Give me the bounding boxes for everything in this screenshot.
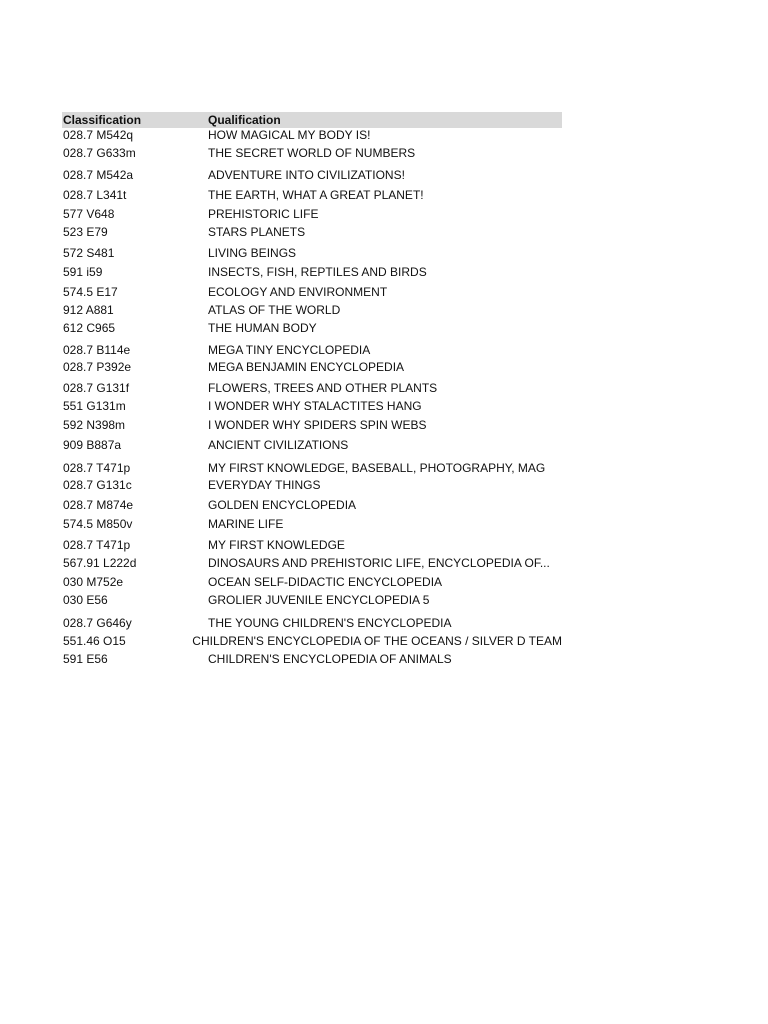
cell-qualification: EVERYDAY THINGS	[208, 478, 321, 492]
cell-qualification: DINOSAURS AND PREHISTORIC LIFE, ENCYCLOPEDIA OF...	[208, 556, 550, 570]
cell-classification: 030 M752e	[63, 575, 124, 589]
cell-classification: 028.7 G131f	[63, 381, 130, 395]
cell-classification: 591 E56	[63, 652, 108, 666]
cell-qualification: OCEAN SELF-DIDACTIC ENCYCLOPEDIA	[208, 575, 443, 589]
cell-classification: 523 E79	[63, 225, 108, 239]
cell-qualification: CHILDREN'S ENCYCLOPEDIA OF THE OCEANS / SILVER D TEAM	[192, 634, 562, 648]
cell-classification: 612 C965	[63, 321, 116, 335]
header-qualification: Qualification	[208, 113, 281, 127]
cell-qualification: MARINE LIFE	[208, 517, 284, 531]
table-row	[62, 360, 562, 374]
cell-qualification: ATLAS OF THE WORLD	[208, 303, 341, 317]
cell-classification: 030 E56	[63, 593, 108, 607]
table-row	[62, 168, 562, 182]
table-row	[62, 498, 562, 512]
cell-classification: 028.7 M542a	[63, 168, 134, 182]
cell-classification: 572 S481	[63, 246, 115, 260]
cell-classification: 567.91 L222d	[63, 556, 137, 570]
cell-qualification: MY FIRST KNOWLEDGE, BASEBALL, PHOTOGRAPHY, MAG	[208, 461, 546, 475]
cell-qualification: THE YOUNG CHILDREN'S ENCYCLOPEDIA	[208, 616, 452, 630]
table-row	[62, 225, 562, 239]
cell-classification: 909 B887a	[63, 438, 122, 452]
table-row	[62, 188, 562, 202]
table-row	[62, 321, 562, 335]
cell-qualification: ECOLOGY AND ENVIRONMENT	[208, 285, 388, 299]
cell-qualification: GOLDEN ENCYCLOPEDIA	[208, 498, 357, 512]
table-row	[62, 556, 562, 570]
table-row	[62, 575, 562, 589]
cell-classification: 551 G131m	[63, 399, 126, 413]
cell-classification: 028.7 T471p	[63, 461, 131, 475]
cell-qualification: THE EARTH, WHAT A GREAT PLANET!	[208, 188, 424, 202]
cell-classification: 912 A881	[63, 303, 114, 317]
cell-classification: 028.7 G633m	[63, 146, 136, 160]
cell-classification: 551.46 O15	[63, 634, 126, 648]
spreadsheet-table	[62, 112, 562, 666]
cell-classification: 028.7 G131c	[63, 478, 132, 492]
cell-classification: 574.5 E17	[63, 285, 118, 299]
cell-qualification: CHILDREN'S ENCYCLOPEDIA OF ANIMALS	[208, 652, 452, 666]
cell-classification: 028.7 B114e	[63, 343, 131, 357]
table-row	[62, 652, 562, 666]
cell-qualification: INSECTS, FISH, REPTILES AND BIRDS	[208, 265, 427, 279]
cell-classification: 028.7 T471p	[63, 538, 131, 552]
table-header-row	[62, 112, 562, 128]
cell-qualification: MEGA BENJAMIN ENCYCLOPEDIA	[208, 360, 405, 374]
table-row	[62, 246, 562, 260]
table-row	[62, 478, 562, 492]
cell-qualification: FLOWERS, TREES AND OTHER PLANTS	[208, 381, 438, 395]
cell-qualification: THE HUMAN BODY	[208, 321, 317, 335]
cell-qualification: I WONDER WHY STALACTITES HANG	[208, 399, 422, 413]
cell-classification: 592 N398m	[63, 418, 126, 432]
table-row	[62, 616, 562, 630]
table-row	[62, 517, 562, 531]
table-row	[62, 207, 562, 221]
table-row	[62, 438, 562, 452]
cell-qualification: I WONDER WHY SPIDERS SPIN WEBS	[208, 418, 427, 432]
table-row	[62, 538, 562, 552]
header-classification: Classification	[63, 113, 142, 127]
table-row	[62, 285, 562, 299]
cell-classification: 028.7 M874e	[63, 498, 134, 512]
cell-qualification: HOW MAGICAL MY BODY IS!	[208, 128, 371, 142]
table-row	[62, 418, 562, 432]
cell-classification: 028.7 M542q	[63, 128, 134, 142]
cell-qualification: ADVENTURE INTO CIVILIZATIONS!	[208, 168, 405, 182]
cell-qualification: MY FIRST KNOWLEDGE	[208, 538, 345, 552]
cell-qualification: LIVING BEINGS	[208, 246, 297, 260]
table-row	[62, 146, 562, 160]
cell-classification: 574.5 M850v	[63, 517, 133, 531]
table-row	[62, 593, 562, 607]
cell-qualification: STARS PLANETS	[208, 225, 306, 239]
table-row	[62, 461, 562, 475]
cell-qualification: ANCIENT CIVILIZATIONS	[208, 438, 349, 452]
table-row	[62, 634, 562, 648]
cell-classification: 028.7 P392e	[63, 360, 132, 374]
table-row	[62, 399, 562, 413]
cell-classification: 028.7 G646y	[63, 616, 132, 630]
cell-classification: 591 i59	[63, 265, 103, 279]
table-row	[62, 303, 562, 317]
table-row	[62, 128, 562, 142]
cell-qualification: PREHISTORIC LIFE	[208, 207, 319, 221]
cell-qualification: THE SECRET WORLD OF NUMBERS	[208, 146, 416, 160]
cell-qualification: MEGA TINY ENCYCLOPEDIA	[208, 343, 371, 357]
table-row	[62, 265, 562, 279]
cell-qualification: GROLIER JUVENILE ENCYCLOPEDIA 5	[208, 593, 430, 607]
cell-classification: 577 V648	[63, 207, 115, 221]
table-row	[62, 343, 562, 357]
table-row	[62, 381, 562, 395]
cell-classification: 028.7 L341t	[63, 188, 127, 202]
